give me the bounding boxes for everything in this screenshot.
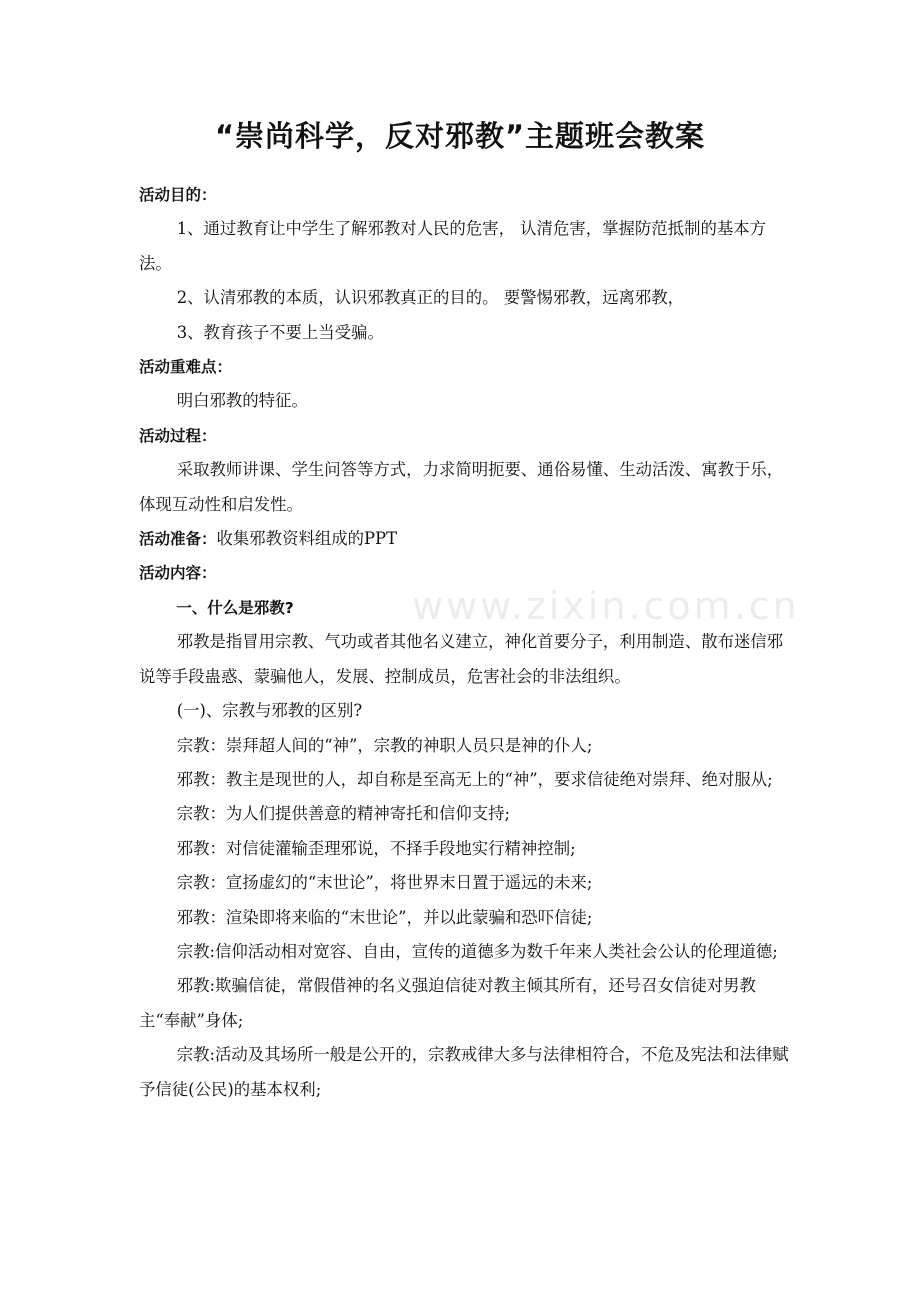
compare-line: 宗教:活动及其场所一般是公开的，宗教戒律大多与法律相符合，不危及宪法和法律赋予信徒(公民)的基本权利; (139, 1045, 789, 1099)
compare-line: 宗教:信仰活动相对宽容、自由，宣传的道德多为数千年来人类社会公认的伦理道德; (176, 941, 778, 961)
process-text: 采取教师讲课、学生问答等方式，力求简明扼要、通俗易懂、生动活泼、寓教于乐，体现互动性和启发性。 (139, 460, 784, 514)
preparation-line (139, 522, 789, 556)
compare-line: 邪教：渲染即将来临的“末世论”，并以此蒙骗和恐吓信徒; (176, 907, 593, 927)
difference-heading: (一)、宗教与邪教的区别? (176, 701, 363, 721)
compare-line: 宗教：崇拜超人间的“神”，宗教的神职人员只是神的仆人; (176, 735, 593, 755)
objective-item-3: 3、教育孩子不要上当受骗。 (176, 322, 384, 342)
keypoint-text: 明白邪教的特征。 (176, 391, 308, 411)
definition-paragraph: 邪教是指冒用宗教、气功或者其他名义建立，神化首要分子，利用制造、散布迷信邪说等手段蛊惑、蒙骗他人，发展、控制成员，危害社会的非法组织。 (139, 632, 784, 686)
preparation-text: 收集邪教资料组成的PPT (216, 529, 398, 549)
watermark: www.zixin.com.cn (412, 584, 800, 628)
compare-line: 邪教:欺骗信徒，常假借神的名义强迫信徒对教主倾其所有，还号召女信徒对男教主“奉献”身体; (139, 976, 756, 1030)
compare-line: 邪教：教主是现世的人，却自称是至高无上的“神”，要求信徒绝对崇拜、绝对服从; (176, 769, 773, 789)
compare-line: 宗教：宣扬虚幻的“末世论”，将世界末日置于遥远的未来; (176, 873, 593, 893)
content-heading: 活动内容： (139, 564, 217, 583)
content-subheading-1: 一、什么是邪教? (176, 598, 294, 617)
compare-line: 宗教：为人们提供善意的精神寄托和信仰支持; (176, 804, 511, 824)
process-heading: 活动过程： (139, 426, 217, 445)
objective-item-1: 1、通过教育让中学生了解邪教对人民的危害， 认清危害，掌握防范抵制的基本方法。 (139, 219, 767, 273)
document-title: “崇尚科学，反对邪教”主题班会教案 (214, 119, 706, 153)
objective-item-2: 2、认清邪教的本质，认识邪教真正的目的。 要警惕邪教，远离邪教， (176, 288, 685, 308)
keypoint-heading: 活动重难点： (139, 358, 233, 377)
document-body (139, 178, 789, 1107)
objective-heading: 活动目的： (139, 186, 217, 204)
compare-line: 邪教：对信徒灌输歪理邪说，不择手段地实行精神控制; (176, 838, 576, 858)
preparation-heading: 活动准备： (139, 530, 217, 549)
